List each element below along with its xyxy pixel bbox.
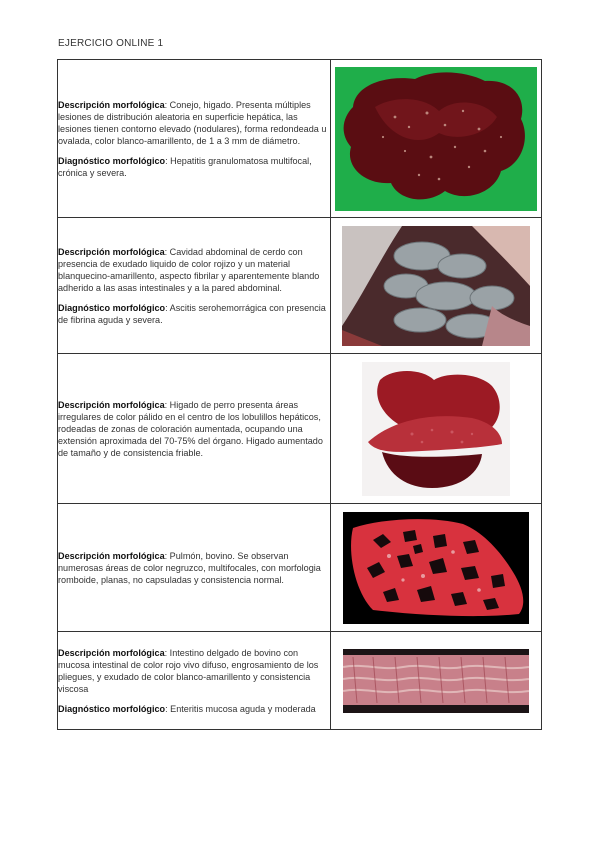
description-paragraph — [58, 399, 330, 459]
diagnosis-text: : Enteritis mucosa aguda y moderada — [165, 703, 316, 714]
row-image-cell — [331, 218, 542, 354]
table-row — [58, 354, 542, 504]
diagnosis-paragraph — [58, 703, 330, 715]
diagnosis-text: : Hepatitis granulomatosa multifocal, crónica y severa. — [58, 155, 312, 178]
description-text: : Cavidad abdominal de cerdo con presencia de exudado liquido de color rojizo y un material blanquecino-amarillento, aspecto fibrilar y aparentemente blando adherido a las asas intestinales y a la pared abdominal. — [58, 246, 320, 293]
page-header: EJERCICIO ONLINE 1 — [58, 38, 164, 49]
diagnosis-label: Diagnóstico morfológico — [58, 302, 166, 313]
row-text-cell — [58, 218, 331, 354]
row-text-cell — [58, 354, 331, 504]
rabbit-liver-photo — [335, 67, 537, 211]
bovine-lung-photo — [343, 512, 529, 624]
description-paragraph — [58, 99, 330, 147]
description-text: : Higado de perro presenta áreas irregulares de color pálido en el centro de los lobulillos hepáticos, rodeadas de zonas de coloración aumentada, ocupando una extensión aproximada del 70-75% del órgano. Higado aumentado de tamaño y de consistencia friable. — [58, 399, 323, 458]
description-text: : Conejo, higado. Presenta múltiples lesiones de distribución aleatoria en superficie hepática, las lesiones tienen contorno elevado (nodulares), forma redondeada u ovalada, color blanco-amarillento, de 1 a 3 mm de diámetro. — [58, 99, 327, 146]
diagnosis-text: : Ascitis serohemorrágica con presencia de fibrina aguda y severa. — [58, 302, 326, 325]
description-label: Descripción morfológica — [58, 399, 165, 410]
row-image-cell — [331, 354, 542, 504]
row-text-cell — [58, 60, 331, 218]
table-row — [58, 504, 542, 632]
description-text: : Intestino delgado de bovino con mucosa intestinal de color rojo vivo difuso, engrosamiento de los pliegues, y exudado de color blanco-amarillento y consistencia viscosa — [58, 647, 319, 694]
description-label: Descripción morfológica — [58, 246, 165, 257]
table-row — [58, 60, 542, 218]
description-paragraph — [58, 647, 330, 695]
diagnosis-paragraph — [58, 302, 330, 326]
bovine-intestine-photo — [343, 649, 529, 713]
pig-abdomen-photo — [342, 226, 530, 346]
diagnosis-label: Diagnóstico morfológico — [58, 155, 166, 166]
diagnosis-paragraph — [58, 155, 330, 179]
row-text-cell — [58, 504, 331, 632]
description-label: Descripción morfológica — [58, 647, 165, 658]
row-image-cell — [331, 504, 542, 632]
description-label: Descripción morfológica — [58, 99, 165, 110]
row-text-cell — [58, 632, 331, 730]
dog-liver-photo — [362, 362, 510, 496]
diagnosis-label: Diagnóstico morfológico — [58, 703, 166, 714]
exercise-table — [57, 59, 542, 730]
row-image-cell — [331, 60, 542, 218]
description-paragraph — [58, 550, 330, 586]
row-image-cell — [331, 632, 542, 730]
description-label: Descripción morfológica — [58, 550, 165, 561]
table-row — [58, 632, 542, 730]
description-paragraph — [58, 246, 330, 294]
table-row — [58, 218, 542, 354]
description-text: : Pulmón, bovino. Se observan numerosas áreas de color negruzco, multifocales, con morfologia romboide, planas, no capsuladas y consistencia normal. — [58, 550, 321, 585]
